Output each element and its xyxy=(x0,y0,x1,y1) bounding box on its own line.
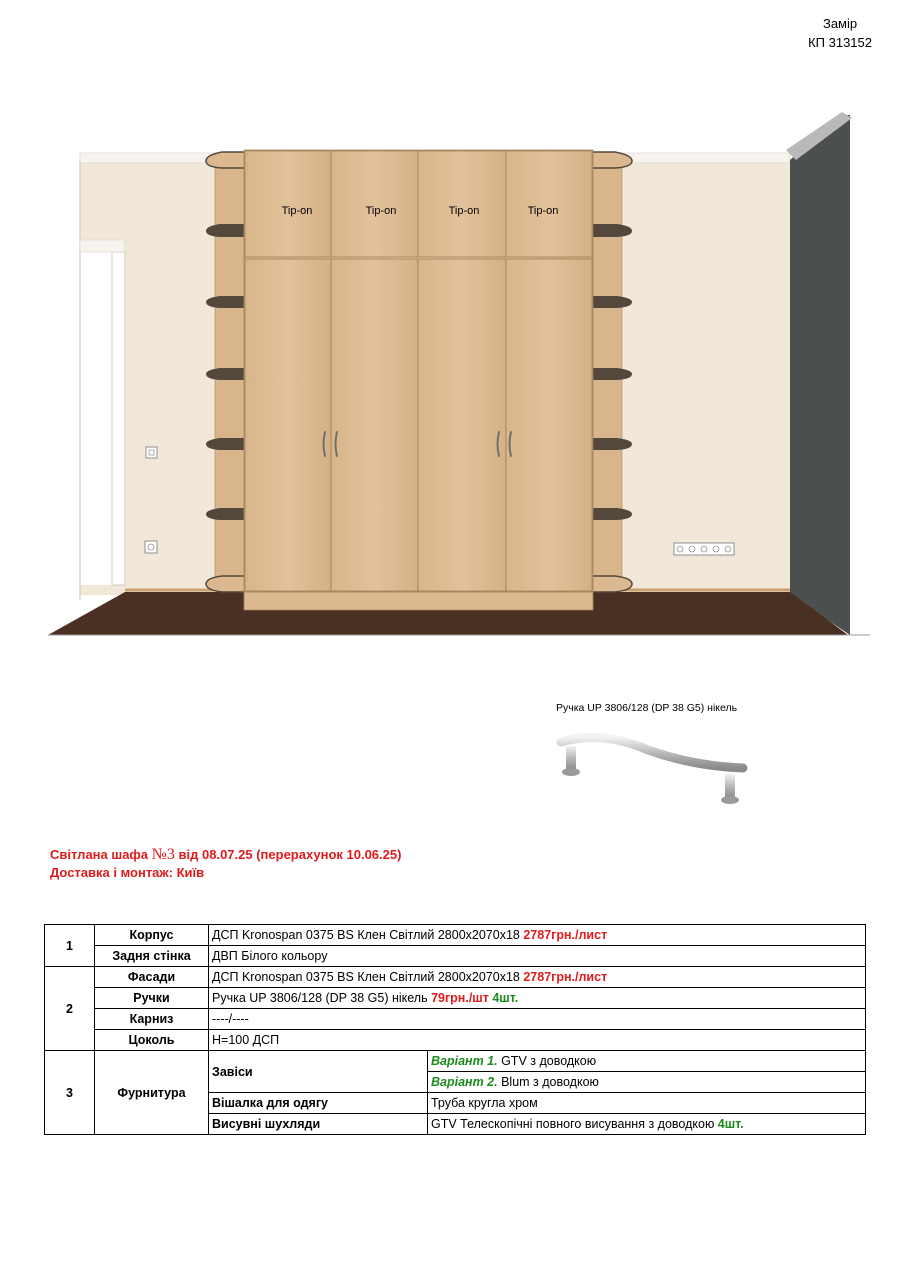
tip-on-label-2: Tip-on xyxy=(365,205,397,217)
sub-label: Висувні шухляди xyxy=(209,1114,428,1135)
row-label: Цоколь xyxy=(95,1030,209,1051)
row-label: Корпус xyxy=(95,925,209,946)
sub-label: Завіси xyxy=(209,1051,428,1093)
right-side-wall xyxy=(790,115,850,635)
row-value: Труба кругла хром xyxy=(428,1093,866,1114)
row-value: ДСП Kronospan 0375 BS Клен Світлий 2800х2070х18 2787грн./лист xyxy=(209,925,866,946)
order-title-line2: Доставка і монтаж: Київ xyxy=(50,865,205,880)
order-title xyxy=(50,846,401,882)
tip-on-label-3: Tip-on xyxy=(448,205,480,217)
upper-door-1 xyxy=(245,151,331,257)
table-row xyxy=(45,946,866,967)
lower-door-2 xyxy=(331,259,418,591)
group-number: 1 xyxy=(45,925,95,967)
handle-image xyxy=(553,728,753,818)
row-value: ----/---- xyxy=(209,1009,866,1030)
table-row xyxy=(45,988,866,1009)
group-number: 2 xyxy=(45,967,95,1051)
handle-caption: Ручка UP 3806/128 (DP 38 G5) нікель xyxy=(556,702,738,714)
spec-table xyxy=(44,924,866,1135)
row-value: ДВП Білого кольору xyxy=(209,946,866,967)
table-row xyxy=(45,967,866,988)
socket-left xyxy=(145,541,157,553)
row-value: Варіант 2. Blum з доводкою xyxy=(428,1072,866,1093)
row-label: Карниз xyxy=(95,1009,209,1030)
row-value: Варіант 1. GTV з доводкою xyxy=(428,1051,866,1072)
table-row xyxy=(45,1030,866,1051)
tip-on-label-4: Tip-on xyxy=(527,205,559,217)
upper-door-2 xyxy=(331,151,418,257)
row-label: Фурнитура xyxy=(95,1051,209,1135)
tip-on-label-1: Tip-on xyxy=(281,205,313,217)
row-value: GTV Телескопічні повного висування з доводкою 4шт. xyxy=(428,1114,866,1135)
sub-label: Вішалка для одягу xyxy=(209,1093,428,1114)
row-value: Ручка UP 3806/128 (DP 38 G5) нікель 79грн./шт 4шт. xyxy=(209,988,866,1009)
row-label: Фасади xyxy=(95,967,209,988)
table-row xyxy=(45,1009,866,1030)
header-title: Замір xyxy=(822,16,858,31)
upper-door-3 xyxy=(418,151,506,257)
row-label: Ручки xyxy=(95,988,209,1009)
lower-door-4 xyxy=(506,259,592,591)
table-row xyxy=(45,1051,866,1072)
row-label: Задня стінка xyxy=(95,946,209,967)
row-value: ДСП Kronospan 0375 BS Клен Світлий 2800х2070х18 2787грн./лист xyxy=(209,967,866,988)
group-number: 3 xyxy=(45,1051,95,1135)
socket-block-right xyxy=(674,543,734,555)
light-switch xyxy=(146,447,157,458)
row-value: Н=100 ДСП xyxy=(209,1030,866,1051)
header-code: КП 313152 xyxy=(808,35,872,50)
lower-door-1 xyxy=(245,259,331,591)
order-title-line1: Світлана шафа №3 від 08.07.25 (перерахунок 10.06.25) xyxy=(50,846,402,863)
wardrobe-body xyxy=(244,150,593,610)
table-row xyxy=(45,925,866,946)
lower-door-3 xyxy=(418,259,506,591)
upper-door-4 xyxy=(506,151,592,257)
